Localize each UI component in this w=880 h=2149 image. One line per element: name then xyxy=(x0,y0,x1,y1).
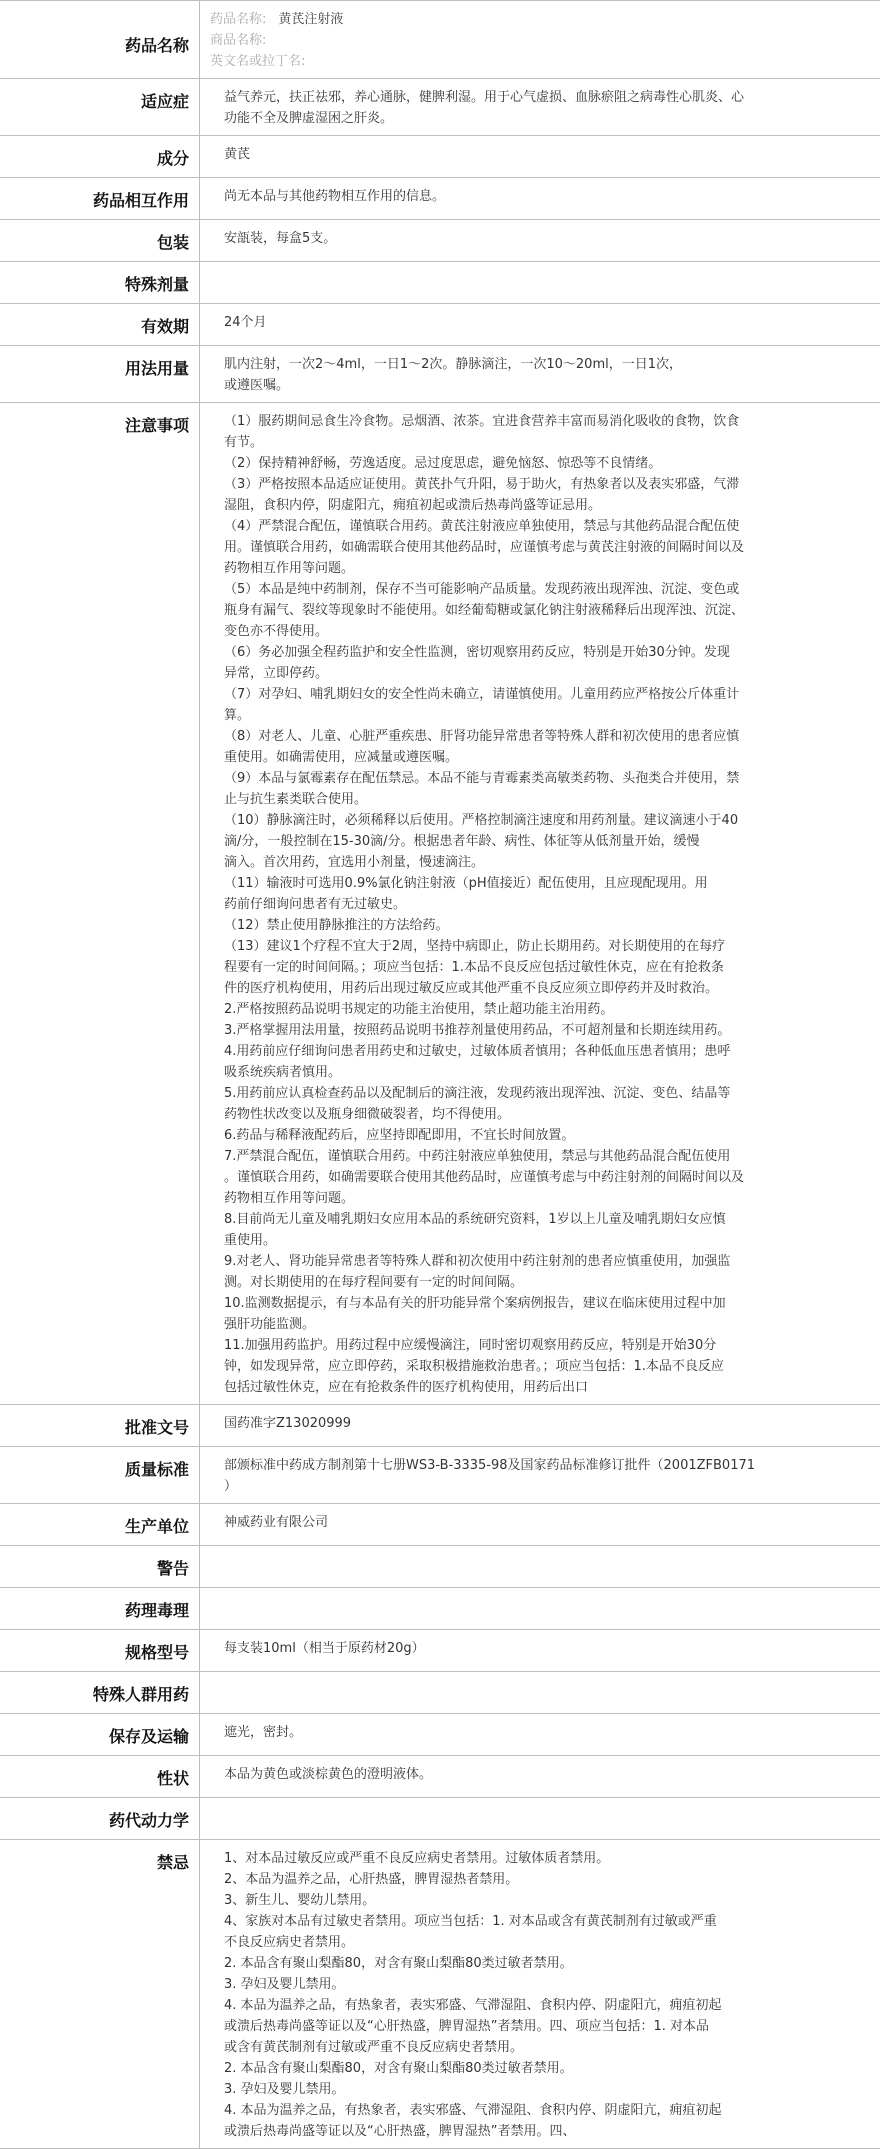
row-value xyxy=(200,262,880,303)
row-indication xyxy=(0,79,880,136)
text-line: 2.严格按照药品说明书规定的功能主治使用，禁止超功能主治用药。 xyxy=(224,1002,614,1017)
row-label: 注意事项 xyxy=(0,403,200,1404)
row-value xyxy=(200,1588,880,1629)
text-line: 有节。 xyxy=(224,435,264,450)
text-line: 或遵医嘱。 xyxy=(224,378,290,393)
row-label: 用法用量 xyxy=(0,346,200,402)
text-line: （12）禁止使用静脉推注的方法给药。 xyxy=(224,918,449,933)
row-value xyxy=(200,1630,880,1671)
text-line: 程要有一定的时间间隔。；项应当包括：1.本品不良反应包括过敏性休克，应在有抢救条 xyxy=(224,960,724,975)
text-line: 湿阻，食积内停，阴虚阳亢，痈疽初起或溃后热毒尚盛等证忌用。 xyxy=(224,498,602,513)
text-line: 益气养元，扶正祛邪，养心通脉，健脾利湿。用于心气虚损、血脉瘀阻之病毒性心肌炎、心 xyxy=(224,90,745,105)
row-label: 有效期 xyxy=(0,304,200,345)
row-standard xyxy=(0,1447,880,1504)
row-value xyxy=(200,79,880,135)
text-line: 止与抗生素类联合使用。 xyxy=(224,792,368,807)
row-value xyxy=(200,1504,880,1545)
row-label: 规格型号 xyxy=(0,1630,200,1671)
text-line: 8.目前尚无儿童及哺乳期妇女应用本品的系统研究资料，1岁以上儿童及哺乳期妇女应慎 xyxy=(224,1212,726,1227)
row-manufacturer xyxy=(0,1504,880,1546)
text-line: 2. 本品含有聚山梨酯80，对含有聚山梨酯80类过敏者禁用。 xyxy=(224,1956,573,1971)
row-spec xyxy=(0,1630,880,1672)
row-label: 特殊人群用药 xyxy=(0,1672,200,1713)
text-line: （2）保持精神舒畅，劳逸适度。忌过度思虑，避免恼怒、惊恐等不良情绪。 xyxy=(224,456,662,471)
text-line: 肌内注射，一次2～4ml，一日1～2次。静脉滴注，一次10～20ml，一日1次， xyxy=(224,357,682,372)
text-line: 。谨慎联合用药，如确需要联合使用其他药品时，应谨慎考虑与中药注射剂的间隔时间以及 xyxy=(224,1170,745,1185)
text-line: （10）静脉滴注时，必须稀释以后使用。严格控制滴注速度和用药剂量。建议滴速小于40 xyxy=(224,813,739,828)
row-label: 适应症 xyxy=(0,79,200,135)
row-special-population xyxy=(0,1672,880,1714)
row-name xyxy=(0,1,880,79)
row-value xyxy=(200,304,880,345)
row-label: 特殊剂量 xyxy=(0,262,200,303)
text-line: 4. 本品为温养之品，有热象者，表实邪盛、气滞湿阻、食积内停、阴虚阳亢，痈疽初起 xyxy=(224,2103,722,2118)
row-value xyxy=(200,1756,880,1797)
row-package xyxy=(0,220,880,262)
text-line: 1、对本品过敏反应或严重不良反应病史者禁用。过敏体质者禁用。 xyxy=(224,1851,610,1866)
row-label: 药品相互作用 xyxy=(0,178,200,219)
text-line: 不良反应病史者禁用。 xyxy=(224,1935,355,1950)
text-line: 或含有黄芪制剂有过敏或严重不良反应病史者禁用。 xyxy=(224,2040,524,2055)
text-line: 3.严格掌握用法用量，按照药品说明书推荐剂量使用药品，不可超剂量和长期连续用药。 xyxy=(224,1023,731,1038)
table-rows xyxy=(0,79,880,2149)
text-line: 3. 孕妇及婴儿禁用。 xyxy=(224,1977,345,1992)
row-approval xyxy=(0,1405,880,1447)
text-line: 功能不全及脾虚湿困之肝炎。 xyxy=(224,111,394,126)
row-value xyxy=(200,1714,880,1755)
text-line: 4.用药前应仔细询问患者用药史和过敏史，过敏体质者慎用；各种低血压患者慎用；患呼 xyxy=(224,1044,731,1059)
trade-name-key: 商品名称: xyxy=(210,33,267,48)
row-ingredients xyxy=(0,136,880,178)
text-line: 5.用药前应认真检查药品以及配制后的滴注液，发现药液出现浑浊、沉淀、变色、结晶等 xyxy=(224,1086,731,1101)
text-line: （11）输液时可选用0.9%氯化钠注射液（pH值接近）配伍使用，且应现配现用。用 xyxy=(224,876,708,891)
row-label: 药品名称 xyxy=(0,1,200,78)
text-line: 滴/分，一般控制在15-30滴/分。根据患者年龄、病性、体征等从低剂量开始，缓慢 xyxy=(224,834,700,849)
row-value xyxy=(200,1798,880,1839)
text-line: 10.监测数据提示，有与本品有关的肝功能异常个案病例报告，建议在临床使用过程中加 xyxy=(224,1296,726,1311)
text-line: 遮光，密封。 xyxy=(224,1725,303,1740)
row-usage xyxy=(0,346,880,403)
row-value xyxy=(200,346,880,402)
text-line: 本品为黄色或淡棕黄色的澄明液体。 xyxy=(224,1767,433,1782)
text-line: 或溃后热毒尚盛等证以及“心肝热盛，脾胃湿热”者禁用。四、 xyxy=(224,2124,576,2139)
text-line: 测。对长期使用的在每疗程间要有一定的时间间隔。 xyxy=(224,1275,524,1290)
row-value xyxy=(200,1405,880,1446)
row-label: 警告 xyxy=(0,1546,200,1587)
row-label: 药理毒理 xyxy=(0,1588,200,1629)
text-line: 异常，立即停药。 xyxy=(224,666,329,681)
row-warning xyxy=(0,1546,880,1588)
row-pharmacology xyxy=(0,1588,880,1630)
row-value xyxy=(200,178,880,219)
row-special-dose xyxy=(0,262,880,304)
row-precautions xyxy=(0,403,880,1405)
generic-name-value: 黄芪注射液 xyxy=(278,12,344,27)
text-line: （4）严禁混合配伍，谨慎联合用药。黄芪注射液应单独使用，禁忌与其他药品混合配伍使 xyxy=(224,519,740,534)
row-value xyxy=(200,1447,880,1503)
row-value xyxy=(200,220,880,261)
text-line: 3、新生儿、婴幼儿禁用。 xyxy=(224,1893,376,1908)
row-appearance xyxy=(0,1756,880,1798)
text-line: 24个月 xyxy=(224,315,267,330)
text-line: 每支装10ml（相当于原药材20g） xyxy=(224,1641,425,1656)
text-line: 药前仔细询问患者有无过敏史。 xyxy=(224,897,407,912)
text-line: （7）对孕妇、哺乳期妇女的安全性尚未确立，请谨慎使用。儿童用药应严格按公斤体重计 xyxy=(224,687,740,702)
text-line: 2. 本品含有聚山梨酯80，对含有聚山梨酯80类过敏者禁用。 xyxy=(224,2061,573,2076)
text-line: ） xyxy=(224,1479,238,1494)
text-line: 安瓿装，每盒5支。 xyxy=(224,231,337,246)
text-line: 滴入。首次用药，宜选用小剂量，慢速滴注。 xyxy=(224,855,485,870)
text-line: 算。 xyxy=(224,708,251,723)
row-pharmacokinetics xyxy=(0,1798,880,1840)
text-line: 药物相互作用等问题。 xyxy=(224,561,355,576)
text-line: 用。谨慎联合用药，如确需联合使用其他药品时，应谨慎考虑与黄芪注射液的间隔时间以及 xyxy=(224,540,745,555)
row-contraindications xyxy=(0,1840,880,2149)
text-line: 强肝功能监测。 xyxy=(224,1317,316,1332)
english-name-key: 英文名或拉丁名: xyxy=(210,54,306,69)
row-label: 性状 xyxy=(0,1756,200,1797)
text-line: 包括过敏性休克，应在有抢救条件的医疗机构使用，用药后出口 xyxy=(224,1380,589,1395)
row-validity xyxy=(0,304,880,346)
row-label: 禁忌 xyxy=(0,1840,200,2148)
text-line: 药物性状改变以及瓶身细微破裂者，均不得使用。 xyxy=(224,1107,511,1122)
text-line: 药物相互作用等问题。 xyxy=(224,1191,355,1206)
text-line: （13）建议1个疗程不宜大于2周，坚持中病即止，防止长期用药。对长期使用的在每疗 xyxy=(224,939,726,954)
row-storage xyxy=(0,1714,880,1756)
name-values xyxy=(200,1,880,78)
generic-name-key: 药品名称: xyxy=(210,12,267,27)
text-line: 黄芪 xyxy=(224,147,251,162)
text-line: （8）对老人、儿童、心脏严重疾患、肝肾功能异常患者等特殊人群和初次使用的患者应慎 xyxy=(224,729,740,744)
text-line: （9）本品与氯霉素存在配伍禁忌。本品不能与青霉素类高敏类药物、头孢类合并使用，禁 xyxy=(224,771,740,786)
text-line: 6.药品与稀释液配药后，应坚持即配即用，不宜长时间放置。 xyxy=(224,1128,575,1143)
text-line: 11.加强用药监护。用药过程中应缓慢滴注，同时密切观察用药反应，特别是开始30分 xyxy=(224,1338,717,1353)
row-value xyxy=(200,1672,880,1713)
text-line: 神威药业有限公司 xyxy=(224,1515,329,1530)
text-line: 重使用。如确需使用，应减量或遵医嘱。 xyxy=(224,750,459,765)
row-label: 成分 xyxy=(0,136,200,177)
text-line: 9.对老人、肾功能异常患者等特殊人群和初次使用中药注射剂的患者应慎重使用，加强监 xyxy=(224,1254,731,1269)
text-line: 7.严禁混合配伍，谨慎联合用药。中药注射液应单独使用，禁忌与其他药品混合配伍使用 xyxy=(224,1149,731,1164)
row-label: 质量标准 xyxy=(0,1447,200,1503)
text-line: （3）严格按照本品适应证使用。黄芪扑气升阳，易于助火，有热象者以及表实邪盛，气滞 xyxy=(224,477,740,492)
text-line: 变色亦不得使用。 xyxy=(224,624,329,639)
text-line: 4、家族对本品有过敏史者禁用。项应当包括：1. 对本品或含有黄芪制剂有过敏或严重 xyxy=(224,1914,717,1929)
text-line: 钟，如发现异常，应立即停药，采取积极措施救治患者。；项应当包括：1.本品不良反应 xyxy=(224,1359,724,1374)
row-label: 药代动力学 xyxy=(0,1798,200,1839)
text-line: 部颁标准中药成方制剂第十七册WS3-B-3335-98及国家药品标准修订批件（2001ZFB0171 xyxy=(224,1458,756,1473)
row-value xyxy=(200,1840,880,2148)
text-line: 尚无本品与其他药物相互作用的信息。 xyxy=(224,189,446,204)
text-line: 吸系统疾病者慎用。 xyxy=(224,1065,342,1080)
text-line: 国药准字Z13020999 xyxy=(224,1416,352,1431)
row-label: 生产单位 xyxy=(0,1504,200,1545)
row-label: 保存及运输 xyxy=(0,1714,200,1755)
text-line: （6）务必加强全程药监护和安全性监测，密切观察用药反应，特别是开始30分钟。发现 xyxy=(224,645,730,660)
text-line: 2、本品为温养之品，心肝热盛，脾胃湿热者禁用。 xyxy=(224,1872,519,1887)
text-line: 3. 孕妇及婴儿禁用。 xyxy=(224,2082,345,2097)
row-value xyxy=(200,136,880,177)
text-line: 件的医疗机构使用，用药后出现过敏反应或其他严重不良反应须立即停药并及时救治。 xyxy=(224,981,719,996)
text-line: 重使用。 xyxy=(224,1233,277,1248)
text-line: （5）本品是纯中药制剂，保存不当可能影响产品质量。发现药液出现浑浊、沉淀、变色或 xyxy=(224,582,740,597)
text-line: （1）服药期间忌食生冷食物。忌烟酒、浓茶。宜进食营养丰富而易消化吸收的食物，饮食 xyxy=(224,414,740,429)
row-label: 批准文号 xyxy=(0,1405,200,1446)
text-line: 瓶身有漏气、裂纹等现象时不能使用。如经葡萄糖或氯化钠注射液稀释后出现浑浊、沉淀、 xyxy=(224,603,745,618)
row-interactions xyxy=(0,178,880,220)
row-label: 包装 xyxy=(0,220,200,261)
row-value xyxy=(200,1546,880,1587)
text-line: 或溃后热毒尚盛等证以及“心肝热盛，脾胃湿热”者禁用。四、项应当包括：1. 对本品 xyxy=(224,2019,710,2034)
row-value xyxy=(200,403,880,1404)
text-line: 4. 本品为温养之品，有热象者，表实邪盛、气滞湿阻、食积内停、阴虚阳亢，痈疽初起 xyxy=(224,1998,722,2013)
